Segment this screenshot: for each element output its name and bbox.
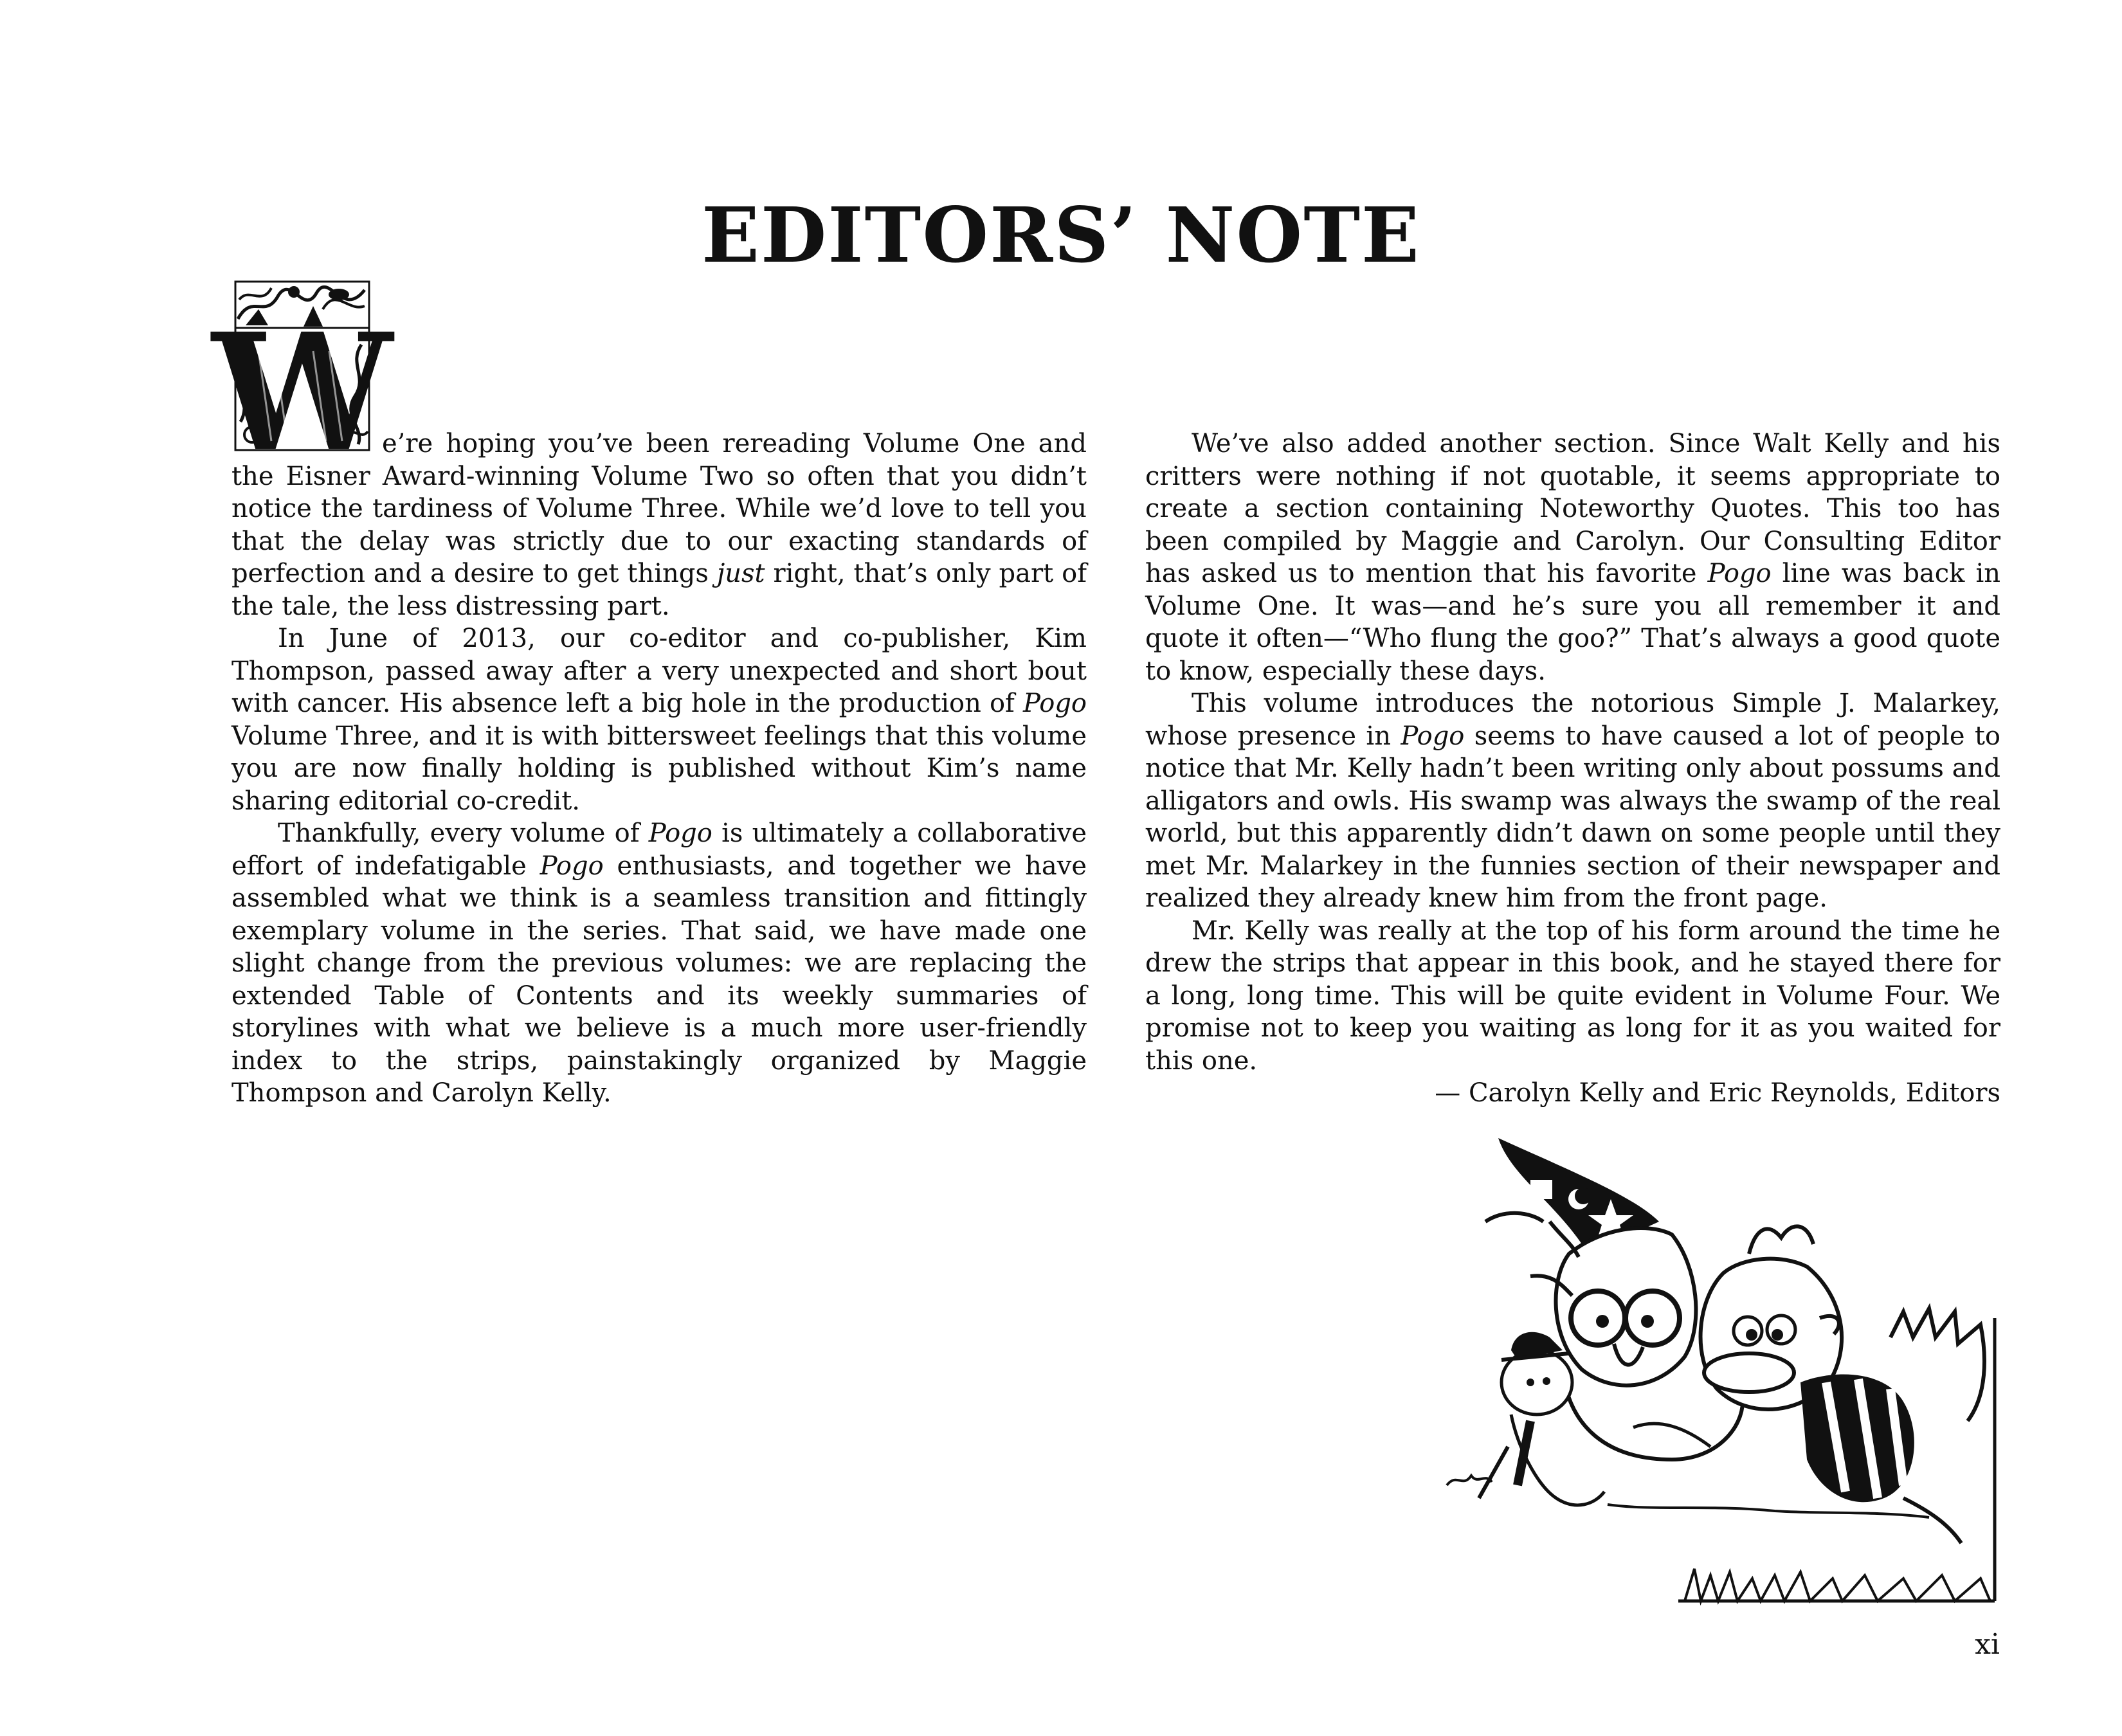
page-title: EDITORS’ NOTE — [702, 190, 1420, 280]
pogo-characters-illustration-icon — [1440, 1125, 2006, 1614]
editors-signature: — Carolyn Kelly and Eric Reynolds, Editors — [1435, 1078, 2000, 1108]
page-number: xi — [1975, 1628, 2000, 1661]
paragraph-1: e’re hoping you’ve been rereading Volume One and the Eisner Award-winning Volume Two so often that you didn’t notice the tardiness of Volume Three. While we’d love to tell you that the delay was strictly due to our exacting standards of perfection and a desire to get things just right, that’s only part of the tale, the less distressing part. — [231, 429, 1087, 621]
left-column — [231, 428, 1087, 1110]
paragraph-2: In June of 2013, our co-editor and co-publisher, Kim Thompson, passed away after a very unexpected and short bout with cancer. His absence left a big hole in the production of Pogo Volume Three, and it is with bittersweet feelings that this volume you are now finally holding is published without Kim’s name sharing editorial co-credit. — [231, 624, 1087, 816]
paragraph-3: Thankfully, every volume of Pogo is ultimately a collaborative effort of indefatigable Pogo enthusiasts, and together we have assembled what we think is a seamless transition and fittingly exemplary volume in the series. That said, we have made one slight change from the previous volumes: we are replacing the extended Table of Contents and its weekly summaries of storylines with what we believe is a much more user-friendly index to the strips, painstakingly organized by Maggie Thompson and Carolyn Kelly. — [231, 818, 1087, 1108]
right-column — [1145, 428, 2000, 1110]
paragraph-6: Mr. Kelly was really at the top of his form around the time he drew the strips that appear in this book, and he stayed there for a long, long time. This will be quite evident in Volume Four. We promise not to keep you waiting as long for it as you waited for this one. — [1145, 916, 2000, 1076]
paragraph-5: This volume introduces the notorious Simple J. Malarkey, whose presence in Pogo seems to have caused a lot of people to notice that Mr. Kelly hadn’t been writing only about possums and alligators and owls. His swamp was always the swamp of the real world, but this apparently didn’t dawn on some people until they met Mr. Malarkey in the funnies section of their newspaper and realized they already knew him from the front page. — [1145, 689, 2000, 913]
drop-cap-w-icon — [212, 280, 393, 487]
svg-text:W: W — [212, 298, 393, 487]
paragraph-4: We’ve also added another section. Since Walt Kelly and his critters were nothing if not quotable, it seems appropriate to create a section containing Noteworthy Quotes. This too has been compiled by Maggie and Carolyn. Our Consulting Editor has asked us to mention that his favorite Pogo line was back in Volume One. It was—and he’s sure you all remember it and quote it often—“Who flung the goo?” That’s always a good quote to know, especially these days. — [1145, 429, 2000, 686]
